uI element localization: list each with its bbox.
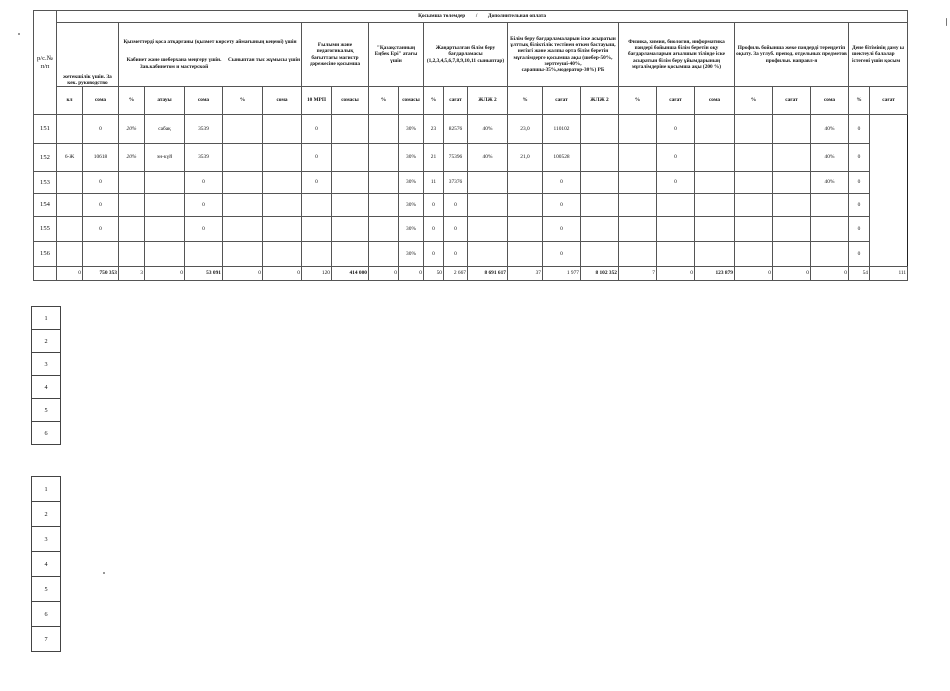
cell-atauy bbox=[145, 172, 185, 194]
cell-empty bbox=[695, 194, 735, 217]
cell-empty bbox=[581, 242, 619, 267]
cell-empty bbox=[369, 217, 399, 242]
subheader-cell: % bbox=[508, 87, 543, 115]
cell-np-h: 21,0 bbox=[508, 144, 543, 172]
total-cell: 0 bbox=[223, 267, 263, 281]
cell-upd-amt: 0 bbox=[444, 194, 468, 217]
total-cell: 8 691 617 bbox=[468, 267, 508, 281]
cell-np-pct bbox=[468, 194, 508, 217]
cell-upd-amt: 37376 bbox=[444, 172, 468, 194]
cell-empty bbox=[581, 144, 619, 172]
cell-soma: 10618 bbox=[83, 144, 119, 172]
cell-sp-h: 0 bbox=[849, 194, 870, 217]
cell-sp-h: 0 bbox=[849, 242, 870, 267]
subheader-cell: сомасы bbox=[332, 87, 369, 115]
cell-ph bbox=[657, 217, 695, 242]
cell-empty bbox=[619, 217, 657, 242]
enbek-header: "Қазақстанның Еңбек Ері" атағы үшін bbox=[369, 23, 424, 87]
scan-speck bbox=[103, 572, 105, 574]
total-cell: 0 bbox=[399, 267, 424, 281]
subheader-cell: ЖЛЖ 2 bbox=[468, 87, 508, 115]
cell-sp-pct bbox=[811, 242, 849, 267]
subheader-cell: % bbox=[424, 87, 444, 115]
block-row-number: 3 bbox=[32, 353, 61, 376]
cell-atauy: сабақ bbox=[145, 115, 185, 144]
cell-empty bbox=[223, 172, 263, 194]
totals-row bbox=[34, 267, 908, 281]
cell-upd-pct: 30% bbox=[399, 242, 424, 267]
subheader-cell: кл bbox=[57, 87, 83, 115]
total-cell: 0 bbox=[145, 267, 185, 281]
cell-sci bbox=[302, 194, 332, 217]
cell-pct bbox=[119, 194, 145, 217]
cell-empty bbox=[263, 115, 302, 144]
cell-sp-h: 0 bbox=[849, 217, 870, 242]
cell-np-pct: 40% bbox=[468, 115, 508, 144]
cell-pct: 20% bbox=[119, 115, 145, 144]
block-row-number: 4 bbox=[32, 376, 61, 399]
cell-empty bbox=[735, 217, 773, 242]
cell-soma: 0 bbox=[83, 194, 119, 217]
row-number: 151 bbox=[34, 115, 57, 144]
cell-ph bbox=[657, 194, 695, 217]
cell-np-pct bbox=[468, 242, 508, 267]
block-row-number: 1 bbox=[32, 477, 61, 502]
cell-kl bbox=[57, 242, 83, 267]
physics-header: Физика, химия, биология, информатика пәндері бойынша білім беретін оқу бағдарламаларын ағылшын тілінде іске асыратын білім беру ұйымдарының мұғалімдеріне қосымша ақы (200 %) bbox=[619, 23, 735, 87]
total-cell: 0 bbox=[57, 267, 83, 281]
subheader-cell: сомасы bbox=[399, 87, 424, 115]
total-cell: 8 102 352 bbox=[581, 267, 619, 281]
total-cell: 0 bbox=[811, 267, 849, 281]
cell-soma2: 0 bbox=[185, 194, 223, 217]
total-cell: 2 667 bbox=[444, 267, 468, 281]
cell-sci: 0 bbox=[302, 115, 332, 144]
table-row bbox=[34, 144, 908, 172]
cell-soma2 bbox=[185, 242, 223, 267]
cell-kl: 6-Ж bbox=[57, 144, 83, 172]
extra-pay-title: Қосымша төлемдер / Дополнительная оплата bbox=[57, 11, 908, 23]
cell-pct: 20% bbox=[119, 144, 145, 172]
cell-np-amt: 0 bbox=[543, 194, 581, 217]
cell-empty bbox=[581, 172, 619, 194]
cell-sp-pct: 40% bbox=[811, 144, 849, 172]
cell-empty bbox=[735, 144, 773, 172]
cell-empty bbox=[369, 172, 399, 194]
cell-upd-pct: 30% bbox=[399, 172, 424, 194]
scan-speck bbox=[946, 18, 947, 26]
total-cell: 414 000 bbox=[332, 267, 369, 281]
cell-sp-pct bbox=[811, 194, 849, 217]
cell-kl bbox=[57, 194, 83, 217]
cell-empty bbox=[332, 144, 369, 172]
subheader-cell: % bbox=[619, 87, 657, 115]
cell-atauy bbox=[145, 217, 185, 242]
cell-empty bbox=[695, 242, 735, 267]
cell-empty bbox=[619, 144, 657, 172]
subheader-cell: сағат bbox=[444, 87, 468, 115]
row-number: 156 bbox=[34, 242, 57, 267]
cell-empty bbox=[773, 194, 811, 217]
total-cell: 111 bbox=[870, 267, 908, 281]
total-cell: 54 bbox=[849, 267, 870, 281]
cell-empty bbox=[619, 242, 657, 267]
cell-empty bbox=[581, 217, 619, 242]
numbered-block-2 bbox=[31, 476, 61, 652]
table-row bbox=[34, 172, 908, 194]
cell-upd-amt: 0 bbox=[444, 242, 468, 267]
cell-empty bbox=[263, 217, 302, 242]
cell-upd-h: 21 bbox=[424, 144, 444, 172]
subheader-cell: ЖЛЖ 2 bbox=[581, 87, 619, 115]
block-row-number: 1 bbox=[32, 307, 61, 330]
subheader-cell: сома bbox=[811, 87, 849, 115]
subheader-row bbox=[34, 87, 908, 115]
mgmt-header: жетекшілік үшін. За кек. руководство bbox=[57, 23, 119, 87]
cell-upd-h: 23 bbox=[424, 115, 444, 144]
total-cell: 0 bbox=[773, 267, 811, 281]
cell-kl bbox=[57, 172, 83, 194]
table-row bbox=[34, 194, 908, 217]
cell-empty bbox=[695, 217, 735, 242]
subheader-cell: сағат bbox=[773, 87, 811, 115]
block-row-number: 7 bbox=[32, 627, 61, 652]
table-row bbox=[34, 115, 908, 144]
cell-pct bbox=[119, 217, 145, 242]
total-cell: 37 bbox=[508, 267, 543, 281]
cell-empty bbox=[332, 115, 369, 144]
cell-ph: 0 bbox=[657, 172, 695, 194]
cell-empty bbox=[369, 115, 399, 144]
numbered-block-1 bbox=[31, 306, 61, 445]
cell-np-amt: 0 bbox=[543, 172, 581, 194]
total-cell: 3 bbox=[119, 267, 145, 281]
cell-upd-pct: 30% bbox=[399, 194, 424, 217]
total-cell: 0 bbox=[735, 267, 773, 281]
block-row-number: 2 bbox=[32, 330, 61, 353]
cell-soma2: 3539 bbox=[185, 115, 223, 144]
cell-empty bbox=[735, 242, 773, 267]
cell-pct bbox=[119, 172, 145, 194]
cell-sci: 0 bbox=[302, 144, 332, 172]
subheader-cell: сома bbox=[263, 87, 302, 115]
cell-soma2: 0 bbox=[185, 172, 223, 194]
cell-empty bbox=[223, 144, 263, 172]
total-cell: 1 977 bbox=[543, 267, 581, 281]
cell-np-amt: 0 bbox=[543, 242, 581, 267]
cell-soma: 0 bbox=[83, 217, 119, 242]
cell-empty bbox=[695, 172, 735, 194]
cell-empty bbox=[773, 217, 811, 242]
cell-sci bbox=[302, 217, 332, 242]
cell-atauy bbox=[145, 242, 185, 267]
cell-sp-pct: 40% bbox=[811, 172, 849, 194]
special-header: Дене бітімінің даму ы шектеулі балалар істегені үшін қосым bbox=[849, 23, 908, 87]
total-cell: 120 bbox=[302, 267, 332, 281]
cell-soma bbox=[83, 242, 119, 267]
cell-kl bbox=[57, 115, 83, 144]
subheader-cell: 10 МРП bbox=[302, 87, 332, 115]
block-row-number: 5 bbox=[32, 399, 61, 422]
total-cell: 53 091 bbox=[185, 267, 223, 281]
subheader-cell: атауы bbox=[145, 87, 185, 115]
row-number: 153 bbox=[34, 172, 57, 194]
cell-empty bbox=[695, 115, 735, 144]
scan-speck bbox=[18, 33, 20, 35]
cell-empty bbox=[223, 242, 263, 267]
cell-sp-pct: 40% bbox=[811, 115, 849, 144]
row-number: 155 bbox=[34, 217, 57, 242]
cell-empty bbox=[773, 144, 811, 172]
totals-label bbox=[34, 267, 57, 281]
subheader-cell: % bbox=[119, 87, 145, 115]
cell-upd-pct: 30% bbox=[399, 115, 424, 144]
cell-np-amt: 100528 bbox=[543, 144, 581, 172]
cell-empty bbox=[332, 172, 369, 194]
subheader-cell: % bbox=[223, 87, 263, 115]
cell-upd-amt: 0 bbox=[444, 217, 468, 242]
cell-empty bbox=[773, 172, 811, 194]
rc-header: р/с.№ п/п bbox=[34, 11, 57, 115]
cell-ph bbox=[657, 242, 695, 267]
total-cell: 123 879 bbox=[695, 267, 735, 281]
cell-upd-amt: 82576 bbox=[444, 115, 468, 144]
cell-atauy bbox=[145, 194, 185, 217]
cell-empty bbox=[735, 194, 773, 217]
subheader-cell: % bbox=[735, 87, 773, 115]
cell-upd-pct: 30% bbox=[399, 217, 424, 242]
cell-empty bbox=[773, 242, 811, 267]
cell-empty bbox=[263, 144, 302, 172]
cell-sci bbox=[302, 242, 332, 267]
cell-upd-h: 0 bbox=[424, 217, 444, 242]
cell-atauy: эн-күй bbox=[145, 144, 185, 172]
cell-ph: 0 bbox=[657, 144, 695, 172]
cell-np-h bbox=[508, 172, 543, 194]
block-row-number: 6 bbox=[32, 602, 61, 627]
row-number: 152 bbox=[34, 144, 57, 172]
cell-empty bbox=[263, 194, 302, 217]
cell-empty bbox=[619, 172, 657, 194]
table-row bbox=[34, 242, 908, 267]
cell-upd-h: 0 bbox=[424, 242, 444, 267]
cell-empty bbox=[369, 194, 399, 217]
cell-soma: 0 bbox=[83, 115, 119, 144]
block-row-number: 2 bbox=[32, 502, 61, 527]
cell-sp-h: 0 bbox=[849, 115, 870, 144]
subheader-cell: сағат bbox=[657, 87, 695, 115]
cell-kl bbox=[57, 217, 83, 242]
cell-empty bbox=[735, 115, 773, 144]
cell-np-pct: 40% bbox=[468, 144, 508, 172]
cell-sp-pct bbox=[811, 217, 849, 242]
cell-sci: 0 bbox=[302, 172, 332, 194]
cell-upd-h: 0 bbox=[424, 194, 444, 217]
cell-np-pct bbox=[468, 172, 508, 194]
cell-empty bbox=[223, 217, 263, 242]
cell-empty bbox=[332, 217, 369, 242]
total-cell: 7 bbox=[619, 267, 657, 281]
subheader-cell: сома bbox=[83, 87, 119, 115]
cell-empty bbox=[619, 194, 657, 217]
cell-soma2: 0 bbox=[185, 217, 223, 242]
cell-upd-pct: 30% bbox=[399, 144, 424, 172]
cell-empty bbox=[581, 115, 619, 144]
cell-empty bbox=[735, 172, 773, 194]
cell-upd-h: 11 bbox=[424, 172, 444, 194]
cell-empty bbox=[263, 242, 302, 267]
cell-np-h bbox=[508, 242, 543, 267]
cell-empty bbox=[773, 115, 811, 144]
subheader-cell: сағат bbox=[543, 87, 581, 115]
cell-np-h: 23,0 bbox=[508, 115, 543, 144]
subheader-cell: сома bbox=[185, 87, 223, 115]
table-row bbox=[34, 217, 908, 242]
cell-empty bbox=[581, 194, 619, 217]
edu-program-header: Білім беру бағдарламаларын іске асыратын ұлттық біліктілік тестінен өткен бастауыш, негізгі және жалпы орта білім беретін мұғалімдерге қосымша ақы (шебер-50%, зерттеуші-40%, сарапшы-35%,модератор-30%) РБ bbox=[508, 23, 619, 87]
cell-pct bbox=[119, 242, 145, 267]
cell-np-pct bbox=[468, 217, 508, 242]
cell-np-amt: 110102 bbox=[543, 115, 581, 144]
cell-soma2: 3539 bbox=[185, 144, 223, 172]
cell-sp-h: 0 bbox=[849, 144, 870, 172]
block-row-number: 3 bbox=[32, 527, 61, 552]
cell-sp-h: 0 bbox=[849, 172, 870, 194]
cell-empty bbox=[332, 194, 369, 217]
cell-empty bbox=[369, 144, 399, 172]
cell-empty bbox=[332, 242, 369, 267]
subheader-cell: сома bbox=[695, 87, 735, 115]
hazard-group-header: Қызметтерді қоса атқарғаны (қызмет көрсету аймағының кеңеюі) үшін Кабинет және шеберхана меңгеру үшін. Зав.кабинетом и мастерской Сыныптан тыс жұмысы үшін bbox=[119, 23, 302, 87]
cell-ph: 0 bbox=[657, 115, 695, 144]
cell-empty bbox=[619, 115, 657, 144]
total-cell: 0 bbox=[657, 267, 695, 281]
main-table bbox=[33, 10, 908, 281]
cell-empty bbox=[223, 115, 263, 144]
cell-np-amt: 0 bbox=[543, 217, 581, 242]
block-row-number: 6 bbox=[32, 422, 61, 445]
updated-program-header: Жаңартылған білім беру бағдарламасы (1,2,3,4,5,6,7,8,9,10,11 сыныптар) bbox=[424, 23, 508, 87]
science-header: Ғылыми және педагогикалық бағыттағы магистр дәрежесіне қосымша bbox=[302, 23, 369, 87]
total-cell: 0 bbox=[369, 267, 399, 281]
total-cell: 50 bbox=[424, 267, 444, 281]
total-cell: 750 353 bbox=[83, 267, 119, 281]
cell-np-h bbox=[508, 194, 543, 217]
subheader-cell: сағат bbox=[870, 87, 908, 115]
cell-soma: 0 bbox=[83, 172, 119, 194]
cell-empty bbox=[369, 242, 399, 267]
total-cell: 0 bbox=[263, 267, 302, 281]
subheader-cell: % bbox=[369, 87, 399, 115]
cell-upd-amt: 75396 bbox=[444, 144, 468, 172]
subheader-cell: % bbox=[849, 87, 870, 115]
block-row-number: 4 bbox=[32, 552, 61, 577]
cell-empty bbox=[223, 194, 263, 217]
cell-np-h bbox=[508, 217, 543, 242]
cell-empty bbox=[695, 144, 735, 172]
profile-header: Профиль бойынша жеке пәндерді тереңдетіп оқыту. За углуб. препод. отдельных предметов профильн. направл-я bbox=[735, 23, 849, 87]
cell-empty bbox=[263, 172, 302, 194]
block-row-number: 5 bbox=[32, 577, 61, 602]
row-number: 154 bbox=[34, 194, 57, 217]
